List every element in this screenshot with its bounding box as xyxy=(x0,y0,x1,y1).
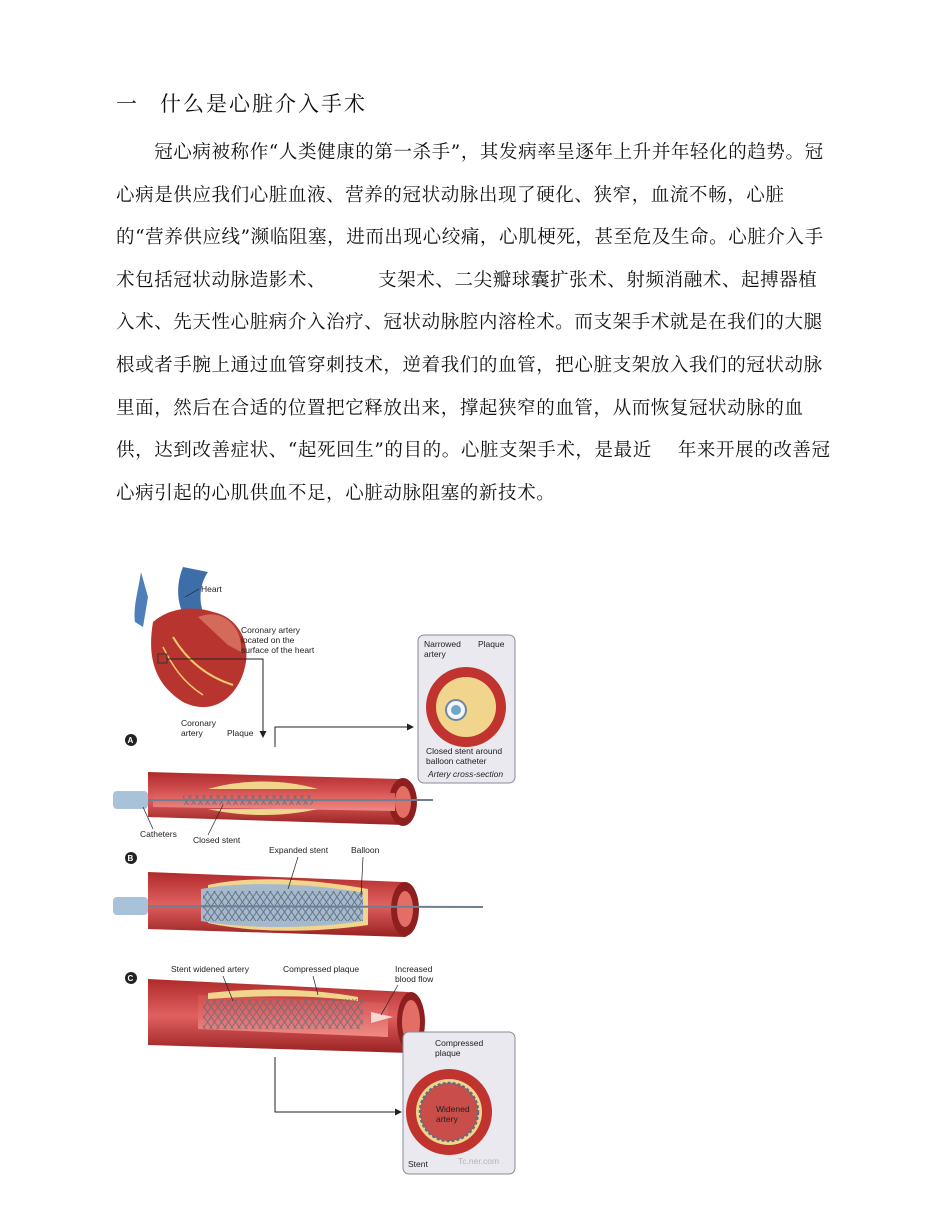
label-compressed-plaque: Compressed plaque xyxy=(283,964,360,974)
label-heart: Heart xyxy=(201,584,222,594)
section-number: 一 xyxy=(116,92,139,116)
paragraph-part-3: 年来开展的改善冠心病引起的心肌供血不足，心脏动脉阻塞的新技术。 xyxy=(116,440,831,504)
paragraph-part-2: 支架术、二尖瓣球囊扩张术、射频消融术、起搏器植入术、先天性心脏病介入治疗、冠状动脉腔内溶栓术。而支架手术就是在我们的大腿根或者手腕上通过血管穿刺技术，逆着我们的血管，把心脏支架放入我们的冠状动脉里面，然后在合适的位置把它释放出来，撑起狭窄的血管，从而恢复冠状动脉的血供，达到改善症状、“起死回生”的目的。心脏支架手术，是最近 xyxy=(116,269,823,462)
stent-illustration xyxy=(113,567,517,1177)
label-plaque-top: Plaque xyxy=(478,639,505,649)
step-c-badge: C xyxy=(127,974,134,983)
label-increased-2: blood flow xyxy=(395,974,434,984)
section-title: 什么是心脏介入手术 xyxy=(160,92,367,116)
label-catheters: Catheters xyxy=(140,829,177,839)
step-b-badge: B xyxy=(127,854,134,863)
body-paragraph xyxy=(116,132,832,515)
label-closed-around-1: Closed stent around xyxy=(426,746,503,756)
step-b-artery xyxy=(113,872,483,937)
label-expanded-stent: Expanded stent xyxy=(269,845,329,855)
label-narrowed-1: Narrowed xyxy=(424,639,461,649)
label-coronary-surface-3: surface of the heart xyxy=(241,645,315,655)
label-widened-1: Widened xyxy=(436,1104,470,1114)
step-a-badge: A xyxy=(127,736,134,745)
watermark: Tc.ner.com xyxy=(458,1156,500,1166)
label-increased-1: Increased xyxy=(395,964,433,974)
step-c-artery xyxy=(148,979,425,1053)
label-plaque-a: Plaque xyxy=(227,728,254,738)
heart-graphic xyxy=(135,567,247,707)
label-stent: Stent xyxy=(408,1159,428,1169)
label-coronary-surface-2: located on the xyxy=(241,635,295,645)
step-a-artery xyxy=(113,772,433,826)
label-coronary-a-1: Coronary xyxy=(181,718,216,728)
label-stent-widened: Stent widened artery xyxy=(171,964,249,974)
stent-diagram xyxy=(113,567,517,1177)
label-widened-2: artery xyxy=(436,1114,458,1124)
paragraph-part-1: 冠心病被称作“人类健康的第一杀手”，其发病率呈逐年上升并年轻化的趋势。冠心病是供应我们心脏血液、营养的冠状动脉出现了硬化、狭窄，血流不畅，心脏的“营养供应线”濒临阻塞，进而出现心绞痛，心肌梗死，甚至危及生命。心脏介入手术包括冠状动脉造影术、 xyxy=(116,142,824,291)
label-balloon: Balloon xyxy=(351,845,380,855)
section-heading xyxy=(116,88,367,118)
label-coronary-surface-1: Coronary artery xyxy=(241,625,301,635)
label-narrowed-2: artery xyxy=(424,649,446,659)
label-cross-section: Artery cross-section xyxy=(428,769,504,779)
label-closed-stent: Closed stent xyxy=(193,835,241,845)
label-compressed-1: Compressed xyxy=(435,1038,484,1048)
label-coronary-a-2: artery xyxy=(181,728,203,738)
label-compressed-2: plaque xyxy=(435,1048,461,1058)
label-closed-around-2: balloon catheter xyxy=(426,756,487,766)
